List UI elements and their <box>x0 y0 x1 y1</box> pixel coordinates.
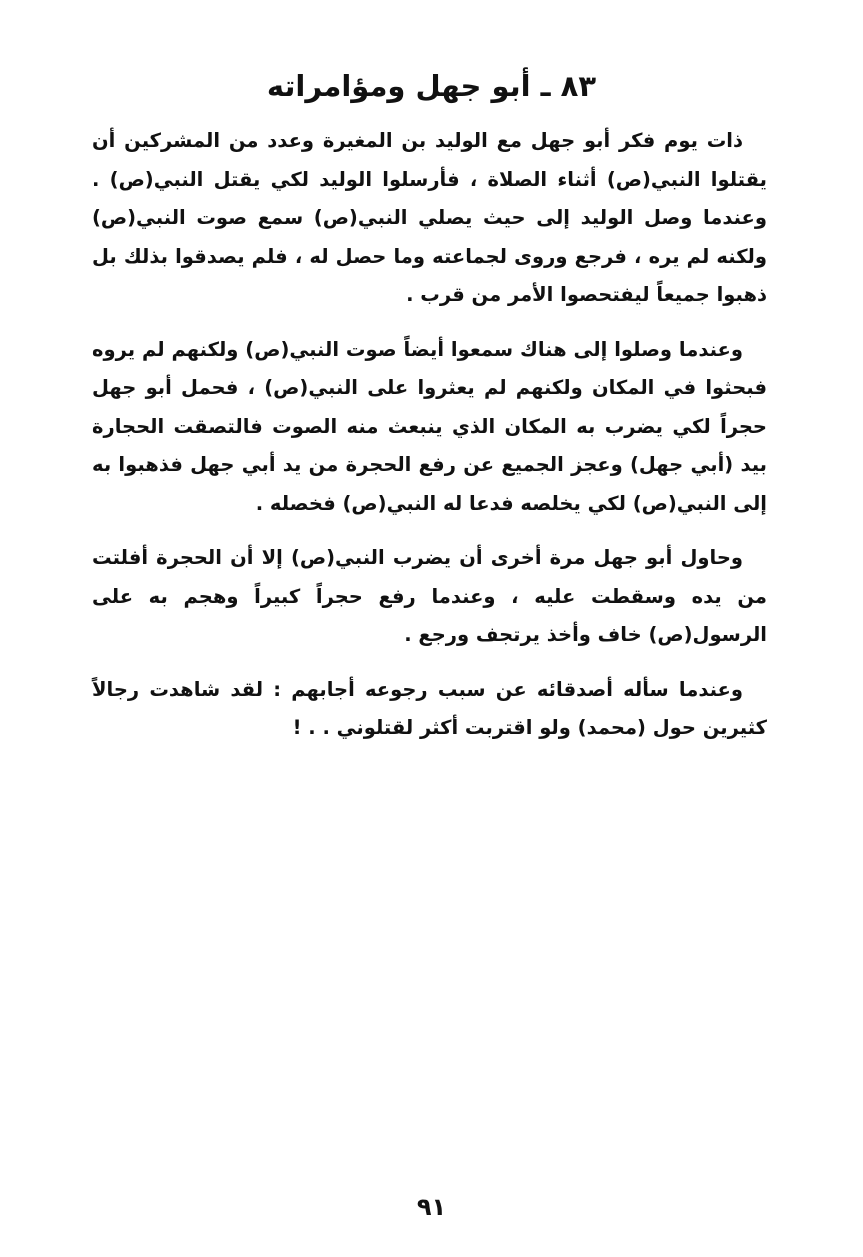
paragraph-2: وعندما وصلوا إلى هناك سمعوا أيضاً صوت النبي(ص) ولكنهم لم يروه فبحثوا في المكان ولكنهم لم يعثروا على النبي(ص) ، فحمل أبو جهل حجراً لكي يضرب به المكان الذي ينبعث منه الصوت فالتصقت الحجارة بيد (أبي جهل) وعجز الجميع عن رفع الحجرة من يد أبي جهل فذهبوا به إلى النبي(ص) لكي يخلصه فدعا له النبي(ص) فخصله . <box>92 337 767 515</box>
paragraph-4: وعندما سأله أصدقائه عن سبب رجوعه أجابهم : لقد شاهدت رجالاً كثيرين حول (محمد) ولو اقتربت أكثر لقتلوني . . ! <box>92 677 767 739</box>
paragraph-3: وحاول أبو جهل مرة أخرى أن يضرب النبي(ص) إلا أن الحجرة أفلتت من يده وسقطت عليه ، وعندما رفع حجراً كبيراً وهجم به على الرسول(ص) خاف وأخذ يرتجف ورجع . <box>92 546 767 646</box>
chapter-body <box>92 122 767 764</box>
paragraph-1: ذات يوم فكر أبو جهل مع الوليد بن المغيرة وعدد من المشركين أن يقتلوا النبي(ص) أثناء الصلاة ، فأرسلوا الوليد لكي يقتل النبي(ص) . وعندما وصل الوليد إلى حيث يصلي النبي(ص) سمع صوت النبي(ص) ولكنه لم يره ، فرجع وروى لجماعته وما حصل له ، فلم يصدقوا بذلك بل ذهبوا جميعاً ليفتحصوا الأمر من قرب . <box>92 129 767 306</box>
chapter-title: ٨٣ ـ أبو جهل ومؤامراته <box>266 69 597 103</box>
page-number: ٩١ <box>416 1193 447 1221</box>
